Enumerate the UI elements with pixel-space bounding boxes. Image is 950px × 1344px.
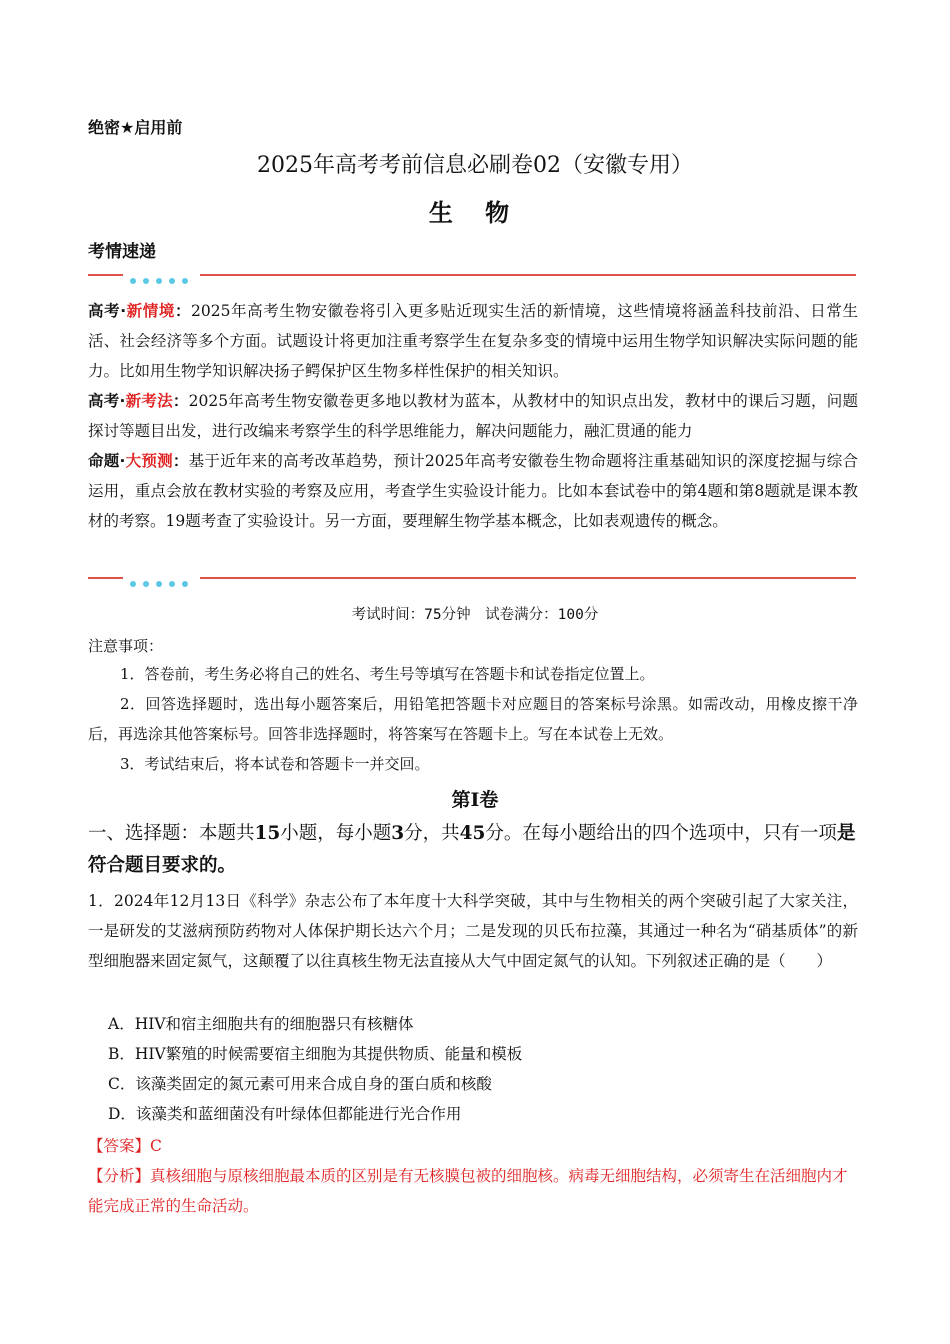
divider-line bbox=[88, 274, 123, 276]
intel-item-new-context bbox=[88, 296, 858, 386]
instr-text: 分。在每小题给出的四个选项中，只有一项 bbox=[485, 823, 837, 844]
divider-dots bbox=[130, 573, 195, 583]
exam-time-and-score: 考试时间：75分钟 试卷满分：100分 bbox=[351, 607, 599, 623]
intel-item-new-method bbox=[88, 386, 858, 446]
notice-item-2: 2．回答选择题时，选出每小题答案后，用铅笔把答题卡对应题目的答案标号涂黑。如需改动，用橡皮擦干净后，再选涂其他答案标号。回答非选择题时，将答案写在答题卡上。写在本试卷上无效。 bbox=[88, 695, 858, 743]
intel-text: 2025年高考生物安徽卷将引入更多贴近现实生活的新情境，这些情境将涵盖科技前沿、日常生活、社会经济等多个方面。试题设计将更加注重考察学生在复杂多变的情境中运用生物学知识解决实际问题的能力。比如用生物学知识解决扬子鳄保护区生物多样性保护的相关知识。 bbox=[88, 302, 858, 380]
instr-points-total: 45 bbox=[459, 823, 486, 844]
question-1-answer: 【答案】C bbox=[88, 1137, 162, 1155]
notice-item-1: 1．答卷前，考生务必将自己的姓名、考生号等填写在答题卡和试卷指定位置上。 bbox=[120, 665, 655, 683]
volume-title: 第I卷 bbox=[451, 789, 499, 811]
decorative-divider-bottom bbox=[88, 572, 856, 584]
divider-line bbox=[200, 274, 856, 276]
instr-text: 分，共 bbox=[404, 823, 460, 844]
confidential-label: 绝密★启用前 bbox=[88, 118, 183, 137]
instr-text: 小题，每小题 bbox=[280, 823, 392, 844]
instr-count: 15 bbox=[254, 823, 281, 844]
section-instructions bbox=[88, 818, 858, 882]
intel-label-highlight: 新考法 bbox=[125, 392, 173, 410]
instr-points-each: 3 bbox=[391, 823, 405, 844]
intel-label-separator: · bbox=[120, 302, 127, 320]
intel-label-colon: ： bbox=[174, 302, 192, 320]
question-1-stem: 1．2024年12月13日《科学》杂志公布了本年度十大科学突破，其中与生物相关的两个突破引起了大家关注，一是研发的艾滋病预防药物对人体保护期长达六个月；二是发现的贝氏布拉藻，其通过一种名为“硝基质体”的新型细胞器来固定氮气，这颠覆了以往真核生物无法直接从大气中固定氮气的认知。下列叙述正确的是（ ） bbox=[88, 892, 858, 970]
intel-label-separator: · bbox=[119, 452, 126, 470]
intel-item-forecast bbox=[88, 446, 858, 536]
intel-text: 基于近年来的高考改革趋势，预计2025年高考安徽卷生物命题将注重基础知识的深度挖掘与综合运用，重点会放在教材实验的考察及应用，考查学生实验设计能力。比如本套试卷中的第4题和第8题就是课本教材的考察。19题考查了实验设计。另一方面，要理解生物学基本概念，比如表观遗传的概念。 bbox=[88, 452, 858, 530]
instr-emphasis: 是符合题目要求的。 bbox=[88, 823, 856, 876]
intel-heading: 考情速递 bbox=[88, 242, 156, 262]
question-1-option-b: B．HIV繁殖的时候需要宿主细胞为其提供物质、能量和模板 bbox=[108, 1045, 523, 1063]
question-1-option-d: D．该藻类和蓝细菌没有叶绿体但都能进行光合作用 bbox=[108, 1105, 462, 1123]
decorative-divider-top bbox=[88, 269, 856, 281]
subject-title: 生 物 bbox=[428, 198, 522, 227]
intel-label-highlight: 新情境 bbox=[126, 302, 175, 320]
divider-line bbox=[200, 577, 856, 579]
paper-title: 2025年高考考前信息必刷卷02（安徽专用） bbox=[257, 153, 693, 178]
question-1-option-a: A．HIV和宿主细胞共有的细胞器只有核糖体 bbox=[108, 1015, 414, 1033]
question-1-option-c: C．该藻类固定的氮元素可用来合成自身的蛋白质和核酸 bbox=[108, 1075, 492, 1093]
question-1-analysis: 【分析】真核细胞与原核细胞最本质的区别是有无核膜包被的细胞核。病毒无细胞结构，必须寄生在活细胞内才能完成正常的生命活动。 bbox=[88, 1167, 848, 1215]
notice-heading: 注意事项： bbox=[88, 637, 164, 655]
divider-line bbox=[88, 577, 123, 579]
instr-text: 一、选择题：本题共 bbox=[88, 823, 255, 844]
notice-item-3: 3．考试结束后，将本试卷和答题卡一并交回。 bbox=[120, 755, 430, 773]
intel-label-prefix: 高考 bbox=[88, 392, 120, 410]
intel-label-prefix: 命题 bbox=[88, 452, 120, 470]
intel-label-highlight: 大预测 bbox=[125, 452, 173, 470]
intel-label-separator: · bbox=[119, 392, 126, 410]
intel-label-colon: ： bbox=[172, 452, 189, 470]
intel-text: 2025年高考生物安徽卷更多地以教材为蓝本，从教材中的知识点出发，教材中的课后习题，问题探讨等题目出发，进行改编来考察学生的科学思维能力，解决问题能力，融汇贯通的能力 bbox=[88, 392, 858, 440]
intel-label-prefix: 高考 bbox=[88, 302, 121, 320]
divider-dots bbox=[130, 270, 195, 280]
intel-label-colon: ： bbox=[172, 392, 189, 410]
